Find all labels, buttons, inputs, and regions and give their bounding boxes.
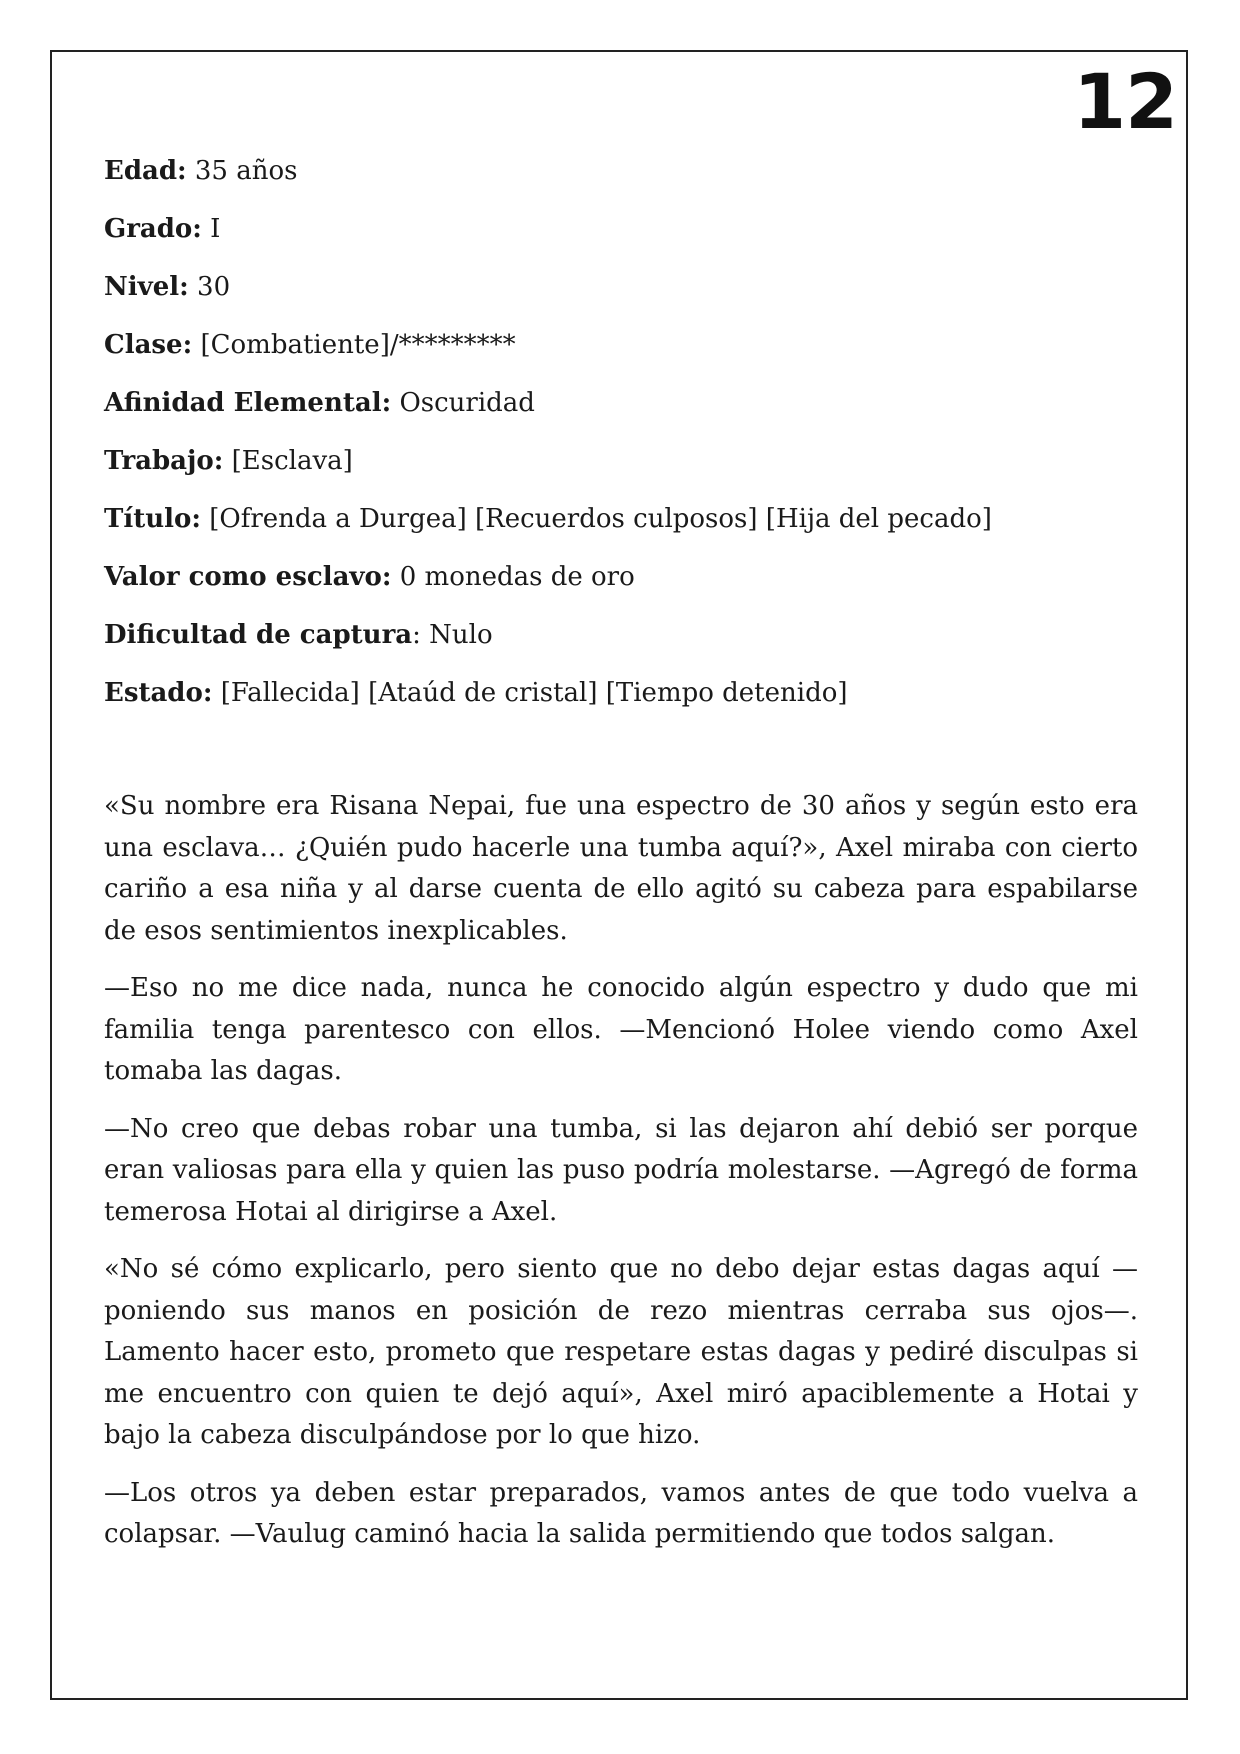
stat-label: Nivel: <box>104 272 189 302</box>
stat-age <box>104 142 1134 200</box>
stat-label: Valor como esclavo: <box>104 562 392 592</box>
stat-slave-value <box>104 548 1134 606</box>
stat-capture-difficulty <box>104 606 1134 664</box>
stat-value: 35 años <box>186 156 298 186</box>
stat-label: Estado: <box>104 678 213 708</box>
stat-grade <box>104 200 1134 258</box>
stat-label: Edad: <box>104 156 187 186</box>
stat-label: Trabajo: <box>104 446 224 476</box>
stat-value: 30 <box>188 272 231 302</box>
stat-value: [Combatiente]/********* <box>192 330 516 360</box>
paragraph: —Los otros ya deben estar preparados, vamos antes de que todo vuelva a colapsar. —Vaulug caminó hacia la salida permitiendo que todos salgan. <box>104 1477 1138 1549</box>
stat-value: [Esclava] <box>223 446 353 476</box>
stat-class <box>104 316 1134 374</box>
stat-label: Afinidad Elemental: <box>104 388 392 418</box>
character-stats <box>104 142 1134 722</box>
stat-label: Clase: <box>104 330 193 360</box>
stat-value: I <box>201 214 221 244</box>
stat-value: [Ofrenda a Durgea] [Recuerdos culposos] [Hija del pecado] <box>200 504 992 534</box>
page-number: 12 <box>1073 57 1177 146</box>
stat-label: Título: <box>104 504 201 534</box>
paragraph: —Eso no me dice nada, nunca he conocido algún espectro y dudo que mi familia tenga parentesco con ellos. —Mencionó Holee viendo como Axel tomaba las dagas. <box>104 973 1138 1086</box>
stat-elemental-affinity <box>104 374 1134 432</box>
paragraph: —No creo que debas robar una tumba, si las dejaron ahí debió ser porque eran valiosas para ella y quien las puso podría molestarse. —Agregó de forma temerosa Hotai al dirigirse a Axel. <box>104 1113 1138 1227</box>
stat-value: 0 monedas de oro <box>391 562 635 592</box>
stat-title <box>104 490 1134 548</box>
stat-value: [Fallecida] [Ataúd de cristal] [Tiempo detenido] <box>212 678 848 708</box>
stat-status <box>104 664 1134 722</box>
stat-label: Grado: <box>104 214 202 244</box>
narrative-text <box>104 786 1138 1572</box>
stat-level <box>104 258 1134 316</box>
paragraph: «Su nombre era Risana Nepai, fue una espectro de 30 años y según esto era una esclava… ¿Quién pudo hacerle una tumba aquí?», Axel miraba con cierto cariño a esa niña y al darse cuenta de ello agitó su cabeza para espabilarse de esos sentimientos inexplicables. <box>104 791 1138 946</box>
stat-label: Dificultad de captura <box>104 620 413 650</box>
stat-value: Oscuridad <box>391 388 535 418</box>
paragraph: «No sé cómo explicarlo, pero siento que no debo dejar estas dagas aquí —poniendo sus manos en posición de rezo mientras cerraba sus ojos—. Lamento hacer esto, prometo que respetare estas dagas y pediré disculpas si me encuentro con quien te dejó aquí», Axel miró apaciblemente a Hotai y bajo la cabeza disculpándose por lo que hizo. <box>104 1254 1138 1450</box>
stat-value: : Nulo <box>412 620 493 650</box>
stat-job <box>104 432 1134 490</box>
